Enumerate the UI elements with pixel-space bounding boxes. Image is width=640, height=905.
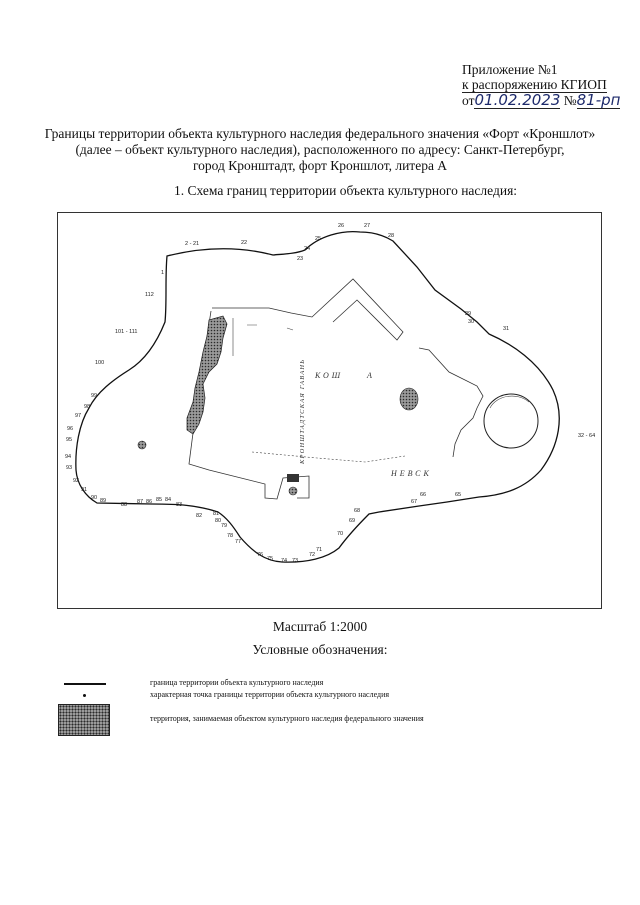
point-label-78: 78 <box>227 533 234 539</box>
point-label-72: 72 <box>309 552 316 558</box>
round-redoubt-inner <box>490 396 529 408</box>
heritage-area-point-left <box>138 441 146 449</box>
point-label-28: 28 <box>388 233 395 239</box>
point-label-24: 24 <box>304 246 311 252</box>
point-label-88: 88 <box>121 502 128 508</box>
point-label-86: 86 <box>146 499 153 505</box>
map-scale: Масштаб 1:2000 <box>272 619 368 634</box>
boundary-map-svg <box>57 212 602 609</box>
point-label-89: 89 <box>100 498 107 504</box>
legend-heritage-area-label: территория, занимаемая объектом культурного наследия федерального значения <box>150 714 424 723</box>
title-line-3: город Кронштадт, форт Кроншлот, литера А <box>192 158 448 173</box>
point-label-79: 79 <box>221 523 228 529</box>
point-label-83: 83 <box>176 502 183 508</box>
point-label-81: 81 <box>213 511 220 517</box>
point-label-87: 87 <box>137 499 144 505</box>
point-label-97: 97 <box>75 413 82 419</box>
legend-boundary-label: граница территории объекта культурного наследия <box>150 678 324 687</box>
point-label-77: 77 <box>235 539 242 545</box>
point-label-22: 22 <box>241 240 248 246</box>
map-frame <box>58 213 602 609</box>
boundary-map <box>57 212 602 609</box>
title-line-2: (далее – объект культурного наследия), расположенного по адресу: Санкт-Петербург, <box>75 142 565 157</box>
label-koshka-street: КОШ <box>315 371 344 380</box>
appendix-number: 81-рп <box>576 91 621 109</box>
point-label-85: 85 <box>156 497 163 503</box>
point-label-94: 94 <box>65 454 72 460</box>
appendix-line-3 <box>462 93 620 109</box>
point-label-1: 1 <box>161 270 165 276</box>
point-label-92: 92 <box>73 478 80 484</box>
point-label-112: 112 <box>145 292 154 298</box>
point-label-69: 69 <box>349 518 356 524</box>
legend-point-label: характерная точка границы территории объекта культурного наследия <box>150 690 390 699</box>
point-label-73: 73 <box>292 558 299 564</box>
point-label-31: 31 <box>503 326 510 332</box>
round-redoubt <box>484 394 538 448</box>
point-label-99: 99 <box>91 393 98 399</box>
legend-point-symbol <box>83 694 86 697</box>
legend-title: Условные обозначения: <box>252 642 388 657</box>
label-kronstadt-harbor: КРОНШТАДТСКАЯ ГАВАНЬ <box>299 358 306 464</box>
point-label-76: 76 <box>257 552 264 558</box>
point-label-32-64: 32 - 64 <box>578 433 596 439</box>
appendix-date: 01.02.2023 <box>474 91 561 109</box>
legend-heritage-area-symbol <box>58 704 110 736</box>
point-label-82: 82 <box>196 513 203 519</box>
title-line-1: Границы территории объекта культурного наследия федерального значения «Форт «Кроншлот» <box>44 126 596 141</box>
point-label-23: 23 <box>297 256 304 262</box>
point-label-68: 68 <box>354 508 361 514</box>
point-label-100: 100 <box>95 360 105 366</box>
fort-outline <box>189 279 403 499</box>
point-label-95: 95 <box>66 437 73 443</box>
point-label-91: 91 <box>81 487 88 493</box>
appendix-header <box>462 62 620 109</box>
heritage-area-small <box>400 388 418 410</box>
fort-inner-line-2 <box>233 318 293 356</box>
point-label-66: 66 <box>420 492 427 498</box>
point-label-93: 93 <box>66 465 73 471</box>
point-label-2-21: 2 - 21 <box>185 241 200 247</box>
point-label-74: 74 <box>281 558 288 564</box>
point-label-90: 90 <box>91 495 98 501</box>
point-label-30: 30 <box>468 319 475 325</box>
heritage-area-main <box>187 316 227 434</box>
appendix-from-label: от <box>462 93 475 108</box>
point-label-101-111: 101 - 111 <box>115 329 138 335</box>
point-label-25: 25 <box>315 236 322 242</box>
point-label-27: 27 <box>364 223 371 229</box>
point-label-70: 70 <box>337 531 344 537</box>
point-label-29: 29 <box>465 311 472 317</box>
heritage-area-point-bottom <box>289 487 297 495</box>
point-label-84: 84 <box>165 497 172 503</box>
fort-inner-wall <box>419 348 483 457</box>
appendix-number-label: № <box>563 93 577 108</box>
document-title <box>20 126 620 174</box>
appendix-line-1: Приложение №1 <box>462 62 558 77</box>
point-label-80: 80 <box>215 518 222 524</box>
section-heading: 1. Схема границ территории объекта культурного наследия: <box>174 183 518 198</box>
point-label-67: 67 <box>411 499 418 505</box>
point-label-71: 71 <box>316 547 323 553</box>
point-label-65: 65 <box>455 492 462 498</box>
point-label-26: 26 <box>338 223 345 229</box>
territory-boundary <box>76 232 559 563</box>
appendix-line-2-text: к распоряжению КГИОП <box>462 77 607 92</box>
point-label-75: 75 <box>267 556 274 562</box>
point-label-96: 96 <box>67 426 74 432</box>
label-koshka-suffix: А <box>367 371 375 380</box>
fort-inner-line <box>252 452 405 462</box>
structure-block <box>287 474 299 482</box>
legend-boundary-line-symbol <box>64 683 106 685</box>
label-nevsky: НЕВСК <box>391 469 432 478</box>
point-label-98: 98 <box>84 404 91 410</box>
